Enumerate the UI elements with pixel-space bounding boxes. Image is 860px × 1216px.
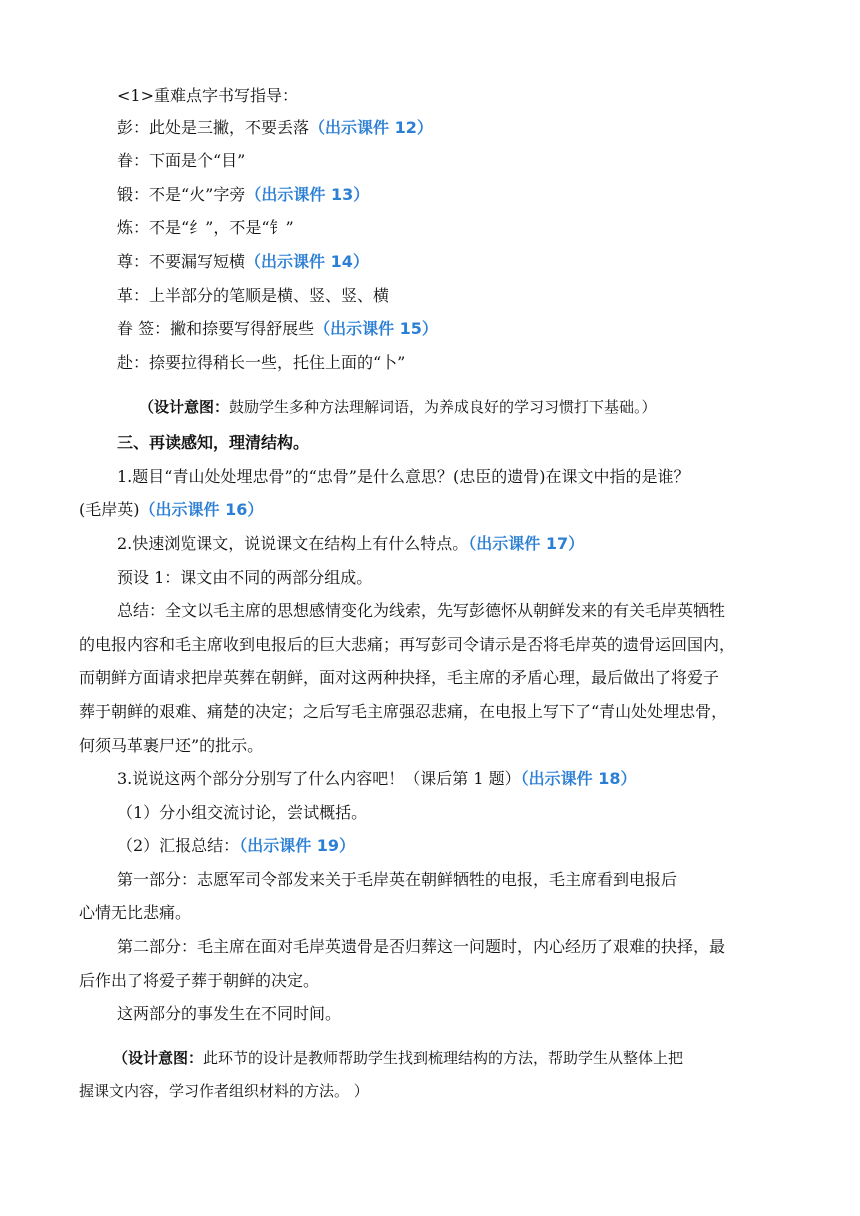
courseware-ref: （出示课件 12）: [309, 118, 433, 137]
character-line: 赴：捺要拉得稍长一些，托住上面的“卜”: [117, 353, 406, 372]
part-1-cont: 心情无比悲痛。: [79, 903, 192, 922]
character-line: 炼：不是“纟”，不是“钅”: [117, 218, 294, 237]
character-line: 尊：不要漏写短横（出示课件 14）: [117, 252, 369, 271]
courseware-ref: （出示课件 14）: [245, 252, 369, 271]
guidance-title: <1>重难点字书写指导：: [117, 86, 298, 105]
step-2: （2）汇报总结：（出示课件 19）: [117, 836, 356, 855]
summary-line: 何须马革裹尸还”的批示。: [79, 736, 264, 755]
design-note-cont: 握课文内容，学习作者组织材料的方法。 ）: [79, 1082, 369, 1100]
part-2: 第二部分：毛主席在面对毛岸英遗骨是否归葬这一问题时，内心经历了艰难的抉择，最: [117, 937, 726, 956]
courseware-ref: （出示课件 16）: [139, 500, 264, 519]
summary-line: 葬于朝鲜的艰难、痛楚的决定；之后写毛主席强忍悲痛，在电报上写下了“青山处处埋忠骨，: [79, 702, 728, 721]
part-2-cont: 后作出了将爱子葬于朝鲜的决定。: [79, 971, 320, 990]
part-1: 第一部分：志愿军司令部发来关于毛岸英在朝鲜牺牲的电报，毛主席看到电报后: [117, 870, 678, 889]
character-line: 眷 签：撇和捺要写得舒展些（出示课件 15）: [117, 319, 438, 338]
question-2: 2.快速浏览课文，说说课文在结构上有什么特点。（出示课件 17）: [117, 534, 585, 553]
question-3: 3.说说这两个部分分别写了什么内容吧！（课后第 1 题）（出示课件 18）: [117, 769, 637, 788]
courseware-ref: （出示课件 17）: [468, 534, 585, 553]
design-note: （设计意图：此环节的设计是教师帮助学生找到梳理结构的方法，帮助学生从整体上把: [113, 1049, 684, 1067]
section-heading: 三、再读感知，理清结构。: [117, 433, 310, 452]
question-1-cont: (毛岸英)（出示课件 16）: [79, 500, 264, 519]
character-line: 彭：此处是三撇，不要丢落（出示课件 12）: [117, 118, 433, 137]
courseware-ref: （出示课件 19）: [239, 836, 356, 855]
character-line: 革：上半部分的笔顺是横、竖、竖、横: [117, 286, 390, 305]
summary-line: 而朝鲜方面请求把岸英葬在朝鲜，面对这两种抉择，毛主席的矛盾心理，最后做出了将爱子: [79, 668, 720, 687]
time-note: 这两部分的事发生在不同时间。: [117, 1004, 342, 1023]
courseware-ref: （出示课件 13）: [245, 185, 370, 204]
courseware-ref: （出示课件 15）: [314, 319, 438, 338]
summary-line: 总结：全文以毛主席的思想感情变化为线索，先写彭德怀从朝鲜发来的有关毛岸英牺牲: [117, 601, 726, 620]
summary-line: 的电报内容和毛主席收到电报后的巨大悲痛；再写彭司令请示是否将毛岸英的遗骨运回国内，: [79, 635, 736, 654]
character-line: 锻：不是“火”字旁（出示课件 13）: [117, 185, 370, 204]
courseware-ref: （出示课件 18）: [520, 769, 637, 788]
character-line: 眷：下面是个“目”: [117, 151, 246, 170]
question-1: 1.题目“青山处处埋忠骨”的“忠骨”是什么意思？(忠臣的遗骨)在课文中指的是谁？: [117, 467, 690, 486]
preset-answer: 预设 1：课文由不同的两部分组成。: [117, 568, 373, 587]
design-note: （设计意图：鼓励学生多种方法理解词语，为养成良好的学习习惯打下基础。）: [139, 398, 657, 416]
step-1: （1）分小组交流讨论，尝试概括。: [117, 803, 368, 822]
